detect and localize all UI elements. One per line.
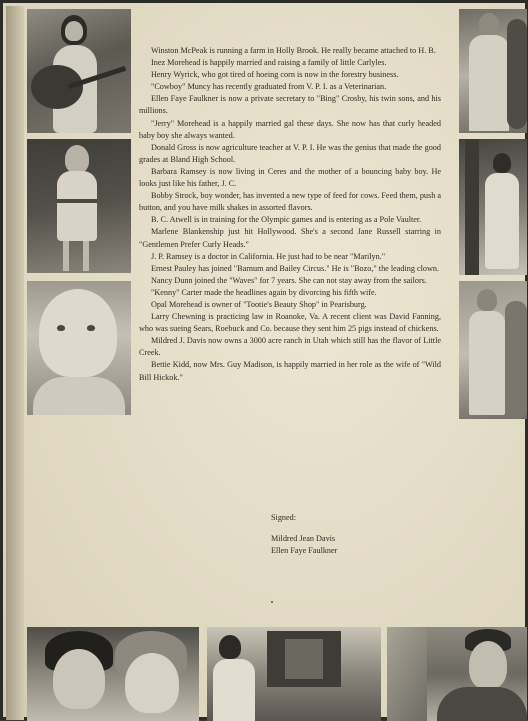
signed-label: Signed: xyxy=(271,513,297,522)
page-binding xyxy=(6,6,24,720)
photo-girl-on-porch xyxy=(207,627,381,721)
prophecy-paragraph: Winston McPeak is running a farm in Holly Brook. He really became attached to H. B. xyxy=(151,46,436,55)
prophecy-paragraph: Bobby Strock, boy wonder, has invented a new type of feed for cows. Feed them, push a button, and you have milk shakes in assorted flavors. xyxy=(139,191,441,213)
prophecy-paragraph: J. P. Ramsey is a doctor in California. He just had to be near "Marilyn." xyxy=(151,251,386,261)
photo-baseball-player xyxy=(459,9,527,133)
prophecy-paragraph: Donald Gross is now agriculture teacher at V. P. I. He was the genius that made the good grades at Bland High School. xyxy=(139,142,441,164)
photo-girl-in-dress xyxy=(27,139,131,273)
photo-two-girls xyxy=(27,627,199,721)
prophecy-paragraph: Inez Morehead is happily married and raising a family of little Carlyles. xyxy=(151,58,387,68)
prophecy-paragraph: Barbara Ramsey is now living in Ceres and the mother of a bouncing baby boy. He looks just like his father, J. C. xyxy=(139,166,441,189)
prophecy-paragraph: Henry Wyrick, who got tired of hoeing corn is now in the forestry business. xyxy=(151,70,399,80)
prophecy-paragraph: "Cowboy" Muncy has recently graduated from V. P. I. as a Veterinarian. xyxy=(151,82,387,92)
prophecy-paragraph: Marlene Blankenship just hit Hollywood. She's a second Jane Russell starring in "Gentlemen Prefer Curly Heads." xyxy=(139,227,441,249)
prophecy-paragraph: B. C. Atwell is in training for the Olympic games and is entering as a Pole Vaulter. xyxy=(151,215,422,225)
prophecy-paragraph: Ernest Pauley has joined "Barnum and Bailey Circus." He is "Bozo," the leading clown. xyxy=(151,263,440,273)
prophecy-paragraph: Bettie Kidd, now Mrs. Guy Madison, is happily married in her role as the wife of "Wild Bill Hickok." xyxy=(139,360,441,382)
photo-young-child xyxy=(27,281,131,415)
page-speck xyxy=(271,601,273,603)
prophecy-paragraph: "Kenny" Carter made the headlines again by divorcing his fifth wife. xyxy=(151,287,377,297)
photo-girl-with-guitar xyxy=(27,9,131,133)
photo-smiling-boy xyxy=(387,627,527,721)
prophecy-paragraph: Opal Morehead is owner of "Tootie's Beauty Shop" in Pearisburg. xyxy=(151,299,367,309)
prophecy-paragraph: Nancy Dunn joined the "Waves" for 7 years. She can not stay away from the sailors. xyxy=(151,275,427,285)
photo-girl-by-tree xyxy=(459,139,527,275)
signer-name: Ellen Faye Faulkner xyxy=(271,546,338,556)
prophecy-paragraph: Ellen Faye Faulkner is now a private secretary to "Bing" Crosby, his twin sons, and his millions. xyxy=(139,94,441,116)
signature-block xyxy=(271,512,451,558)
signer-name: Mildred Jean Davis xyxy=(271,533,336,543)
prophecy-paragraph: "Jerry" Morehead is a happily married gal these days. She now has that curly headed baby boy she always wanted. xyxy=(139,118,441,140)
prophecy-paragraph: Larry Chewning is practicing law in Roanoke, Va. A recent client was David Fanning, who was sueing Sears, Roebuck and Co. because they sent him 25 pigs instead of chickens. xyxy=(139,312,441,334)
prophecy-paragraph: Mildred J. Davis now owns a 3000 acre ranch in Utah which still has the flavor of Little Creek. xyxy=(139,336,441,358)
class-prophecy-text xyxy=(139,45,441,384)
photo-standing-man xyxy=(459,281,527,419)
